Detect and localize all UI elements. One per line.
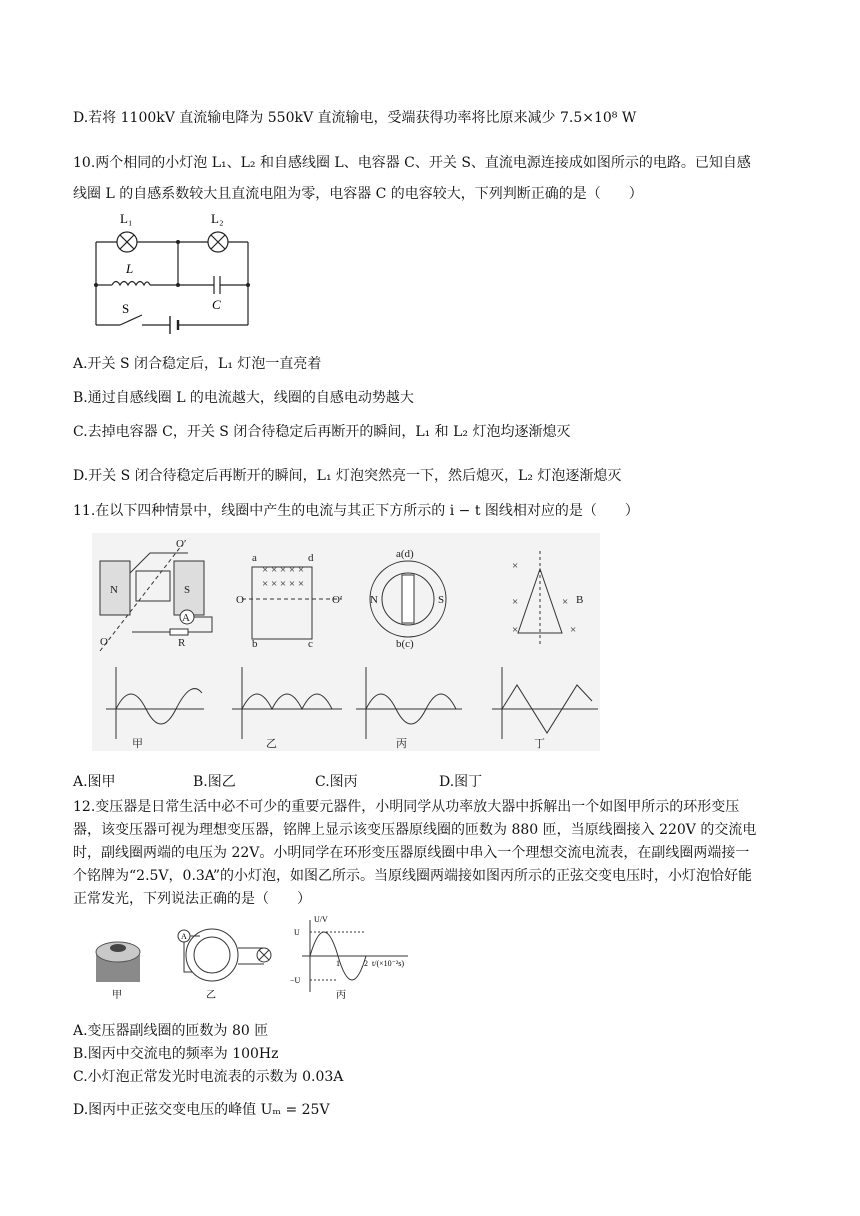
q11-panel-ding: 丁 <box>534 738 545 750</box>
label-coil: L <box>126 261 134 276</box>
q12-figure <box>88 912 428 1004</box>
svg-text:A: A <box>181 932 187 941</box>
label-l1: L₁ <box>120 211 133 226</box>
svg-text:S: S <box>438 594 445 606</box>
svg-text:−U: −U <box>290 976 301 985</box>
label-switch: S <box>122 301 130 316</box>
svg-text:S: S <box>184 584 191 596</box>
svg-text:N: N <box>110 584 118 596</box>
svg-text:A: A <box>182 612 190 624</box>
q12-stem-line2: 器，该变压器可视为理想变压器，铭牌上显示该变压器原线圈的匝数为 880 匝，当原线圈接入 220V 的交流电 <box>73 822 757 838</box>
svg-text:×: × <box>512 624 519 636</box>
svg-text:c: c <box>308 638 313 650</box>
q10-circuit-diagram <box>90 205 260 335</box>
q12-option-a: A.变压器副线圈的匝数为 80 匝 <box>73 1023 269 1039</box>
svg-text:N: N <box>370 594 378 606</box>
svg-text:b(c): b(c) <box>396 638 414 650</box>
svg-text:1: 1 <box>336 959 340 968</box>
q11-options <box>73 772 482 792</box>
q11-option-a: A.图甲 <box>73 774 116 790</box>
q12-option-c: C.小灯泡正常发光时电流表的示数为 0.03A <box>73 1069 344 1085</box>
q12-stem-line3: 时，副线圈两端的电压为 22V。小明同学在环形变压器原线圈中串入一个理想交流电流表，在副线圈两端接一 <box>73 845 750 861</box>
q11-stem: 11.在以下四种情景中，线圈中产生的电流与其正下方所示的 i − t 图线相对应的是（ ） <box>73 503 639 519</box>
q12-stem-line4: 个铭牌为“2.5V，0.3A”的小灯泡，如图乙所示。当原线圈两端接如图丙所示的正弦交变电压时，小灯泡恰好能 <box>73 868 753 884</box>
q11-panel-bing: 丙 <box>396 738 407 750</box>
q11-panel-yi: 乙 <box>266 738 277 750</box>
svg-text:×: × <box>570 624 577 636</box>
q10-stem-line1: 10.两个相同的小灯泡 L₁、L₂ 和自感线圈 L、电容器 C、开关 S、直流电源连接成如图所示的电路。已知自感 <box>73 155 751 171</box>
q12-option-b: B.图丙中交流电的频率为 100Hz <box>73 1046 279 1062</box>
q10-option-c: C.去掉电容器 C，开关 S 闭合待稳定后再断开的瞬间，L₁ 和 L₂ 灯泡均逐渐熄灭 <box>73 424 571 440</box>
label-l2: L₂ <box>211 211 224 226</box>
svg-text:b: b <box>252 638 258 650</box>
svg-text:d: d <box>308 552 314 564</box>
svg-text:O′: O′ <box>332 594 343 606</box>
q11-option-b: B.图乙 <box>193 774 236 790</box>
svg-text:O: O <box>236 594 244 606</box>
q12-option-d: D.图丙中正弦交变电压的峰值 Uₘ = 25V <box>73 1102 330 1118</box>
q11-figure <box>92 533 600 751</box>
q10-stem-line2: 线圈 L 的自感系数较大且直流电阻为零，电容器 C 的电容较大，下列判断正确的是（ ） <box>73 186 643 202</box>
q12-label-jia: 甲 <box>112 990 122 1001</box>
svg-text:B: B <box>576 594 584 606</box>
label-capacitor: C <box>212 297 221 312</box>
q12-stem-line1: 12.变压器是日常生活中必不可少的重要元器件，小明同学从功率放大器中拆解出一个如图甲所示的环形变压 <box>73 799 740 815</box>
svg-text:× × × × ×: × × × × × <box>262 578 305 590</box>
q12-label-bing: 丙 <box>336 990 346 1001</box>
q10-option-b: B.通过自感线圈 L 的电流越大，线圈的自感电动势越大 <box>73 390 414 406</box>
svg-text:O′: O′ <box>176 538 187 550</box>
svg-text:a(d): a(d) <box>396 548 414 560</box>
svg-text:O: O <box>100 636 108 648</box>
q10-option-a: A.开关 S 闭合稳定后，L₁ 灯泡一直亮着 <box>73 356 322 372</box>
svg-text:R: R <box>178 637 186 649</box>
q11-panel-jia: 甲 <box>132 738 143 750</box>
svg-text:U: U <box>294 928 300 937</box>
svg-text:×: × <box>562 596 569 608</box>
svg-text:t/(×10⁻²s): t/(×10⁻²s) <box>372 959 405 968</box>
svg-text:2: 2 <box>364 959 368 968</box>
svg-text:a: a <box>252 552 257 564</box>
q11-option-c: C.图丙 <box>315 774 358 790</box>
q9-option-d: D.若将 1100kV 直流输电降为 550kV 直流输电，受端获得功率将比原来减少 7.5×10⁸ W <box>73 110 637 126</box>
svg-text:×: × <box>512 596 519 608</box>
svg-text:× × × × ×: × × × × × <box>262 564 305 576</box>
q12-label-yi: 乙 <box>206 990 216 1001</box>
svg-text:×: × <box>512 560 519 572</box>
q12-stem-line5: 正常发光，下列说法正确的是（ ） <box>73 891 311 907</box>
svg-text:U/V: U/V <box>314 915 328 924</box>
q10-option-d: D.开关 S 闭合待稳定后再断开的瞬间，L₁ 灯泡突然亮一下，然后熄灭，L₂ 灯泡逐渐熄灭 <box>73 468 622 484</box>
q11-option-d: D.图丁 <box>439 774 483 790</box>
